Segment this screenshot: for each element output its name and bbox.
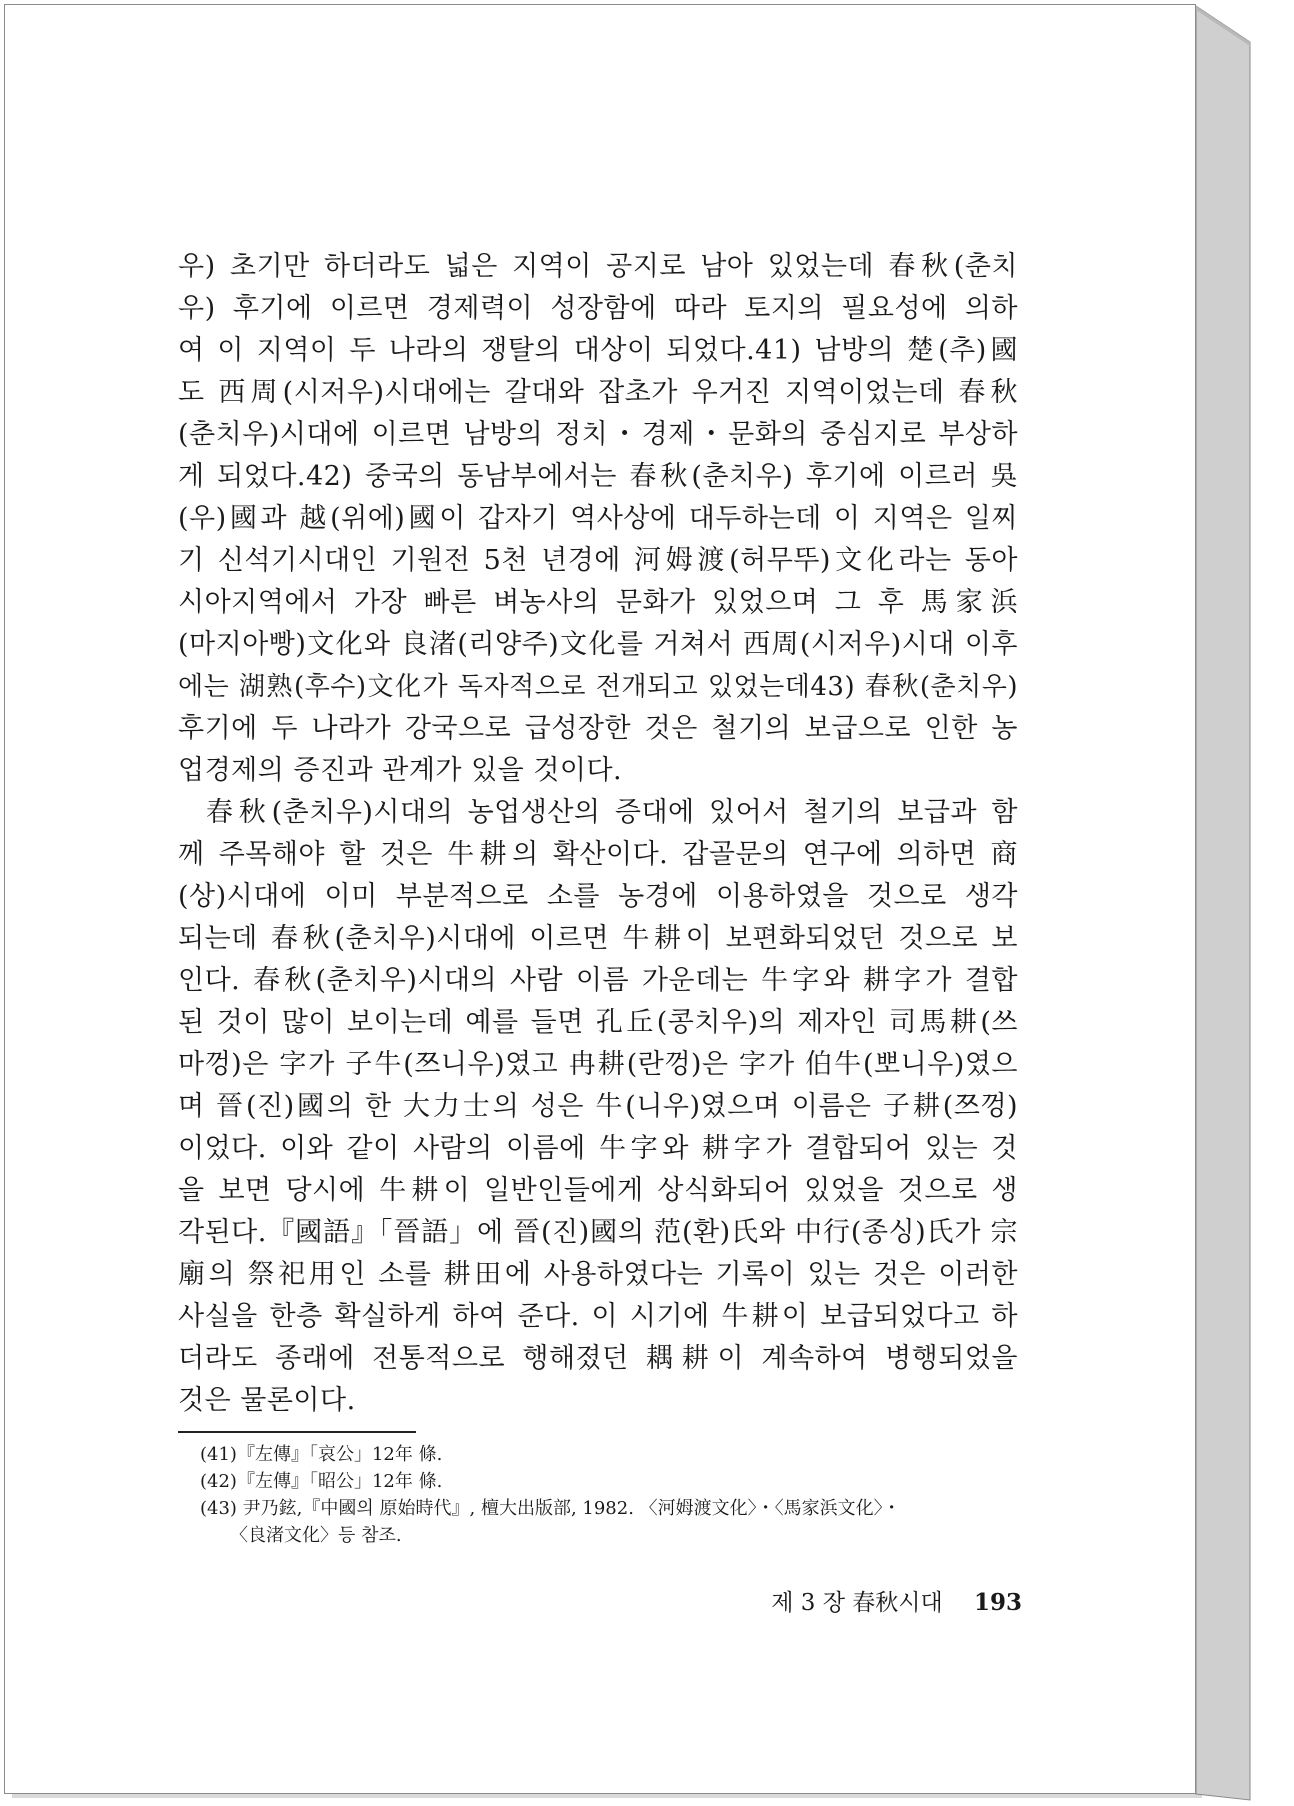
body-line: 더라도 종래에 전통적으로 행해졌던 耦耕이 계속하여 병행되었을 <box>178 1343 1018 1374</box>
body-line: (상)시대에 이미 부분적으로 소를 농경에 이용하였을 것으로 생각 <box>178 881 1018 912</box>
body-line: 이었다. 이와 같이 사람의 이름에 牛字와 耕字가 결합되어 있는 것 <box>178 1133 1018 1164</box>
footnotes <box>200 1441 1020 1549</box>
running-footer <box>740 1584 1022 1617</box>
footnote-43: (43) 尹乃鉉,『中國의 原始時代』, 檀大出版部, 1982. 〈河姆渡文化〉・〈馬家浜文化〉・ <box>200 1498 901 1519</box>
body-line: 되는데 春秋(춘치우)시대에 이르면 牛耕이 보편화되었던 것으로 보 <box>178 923 1018 954</box>
body-line: (마지아빵)文化와 良渚(리양주)文化를 거쳐서 西周(시저우)시대 이후 <box>178 629 1018 660</box>
body-line: 후기에 두 나라가 강국으로 급성장한 것은 철기의 보급으로 인한 농 <box>178 713 1018 744</box>
footnote-divider <box>178 1431 416 1433</box>
body-line: 에는 湖熟(후수)文化가 독자적으로 전개되고 있었는데43) 春秋(춘치우) <box>178 672 1018 702</box>
body-line: (우)國과 越(위에)國이 갑자기 역사상에 대두하는데 이 지역은 일찌 <box>178 503 1018 534</box>
body-line: 게 되었다.42) 중국의 동남부에서는 春秋(춘치우) 후기에 이르러 吳 <box>178 461 1018 492</box>
body-line: 업경제의 증진과 관계가 있을 것이다. <box>178 755 623 786</box>
body-line: 시아지역에서 가장 빠른 벼농사의 문화가 있었으며 그 후 馬家浜 <box>178 587 1018 618</box>
body-line: 여 이 지역이 두 나라의 쟁탈의 대상이 되었다.41) 남방의 楚(추)國 <box>178 335 1018 366</box>
body-line: 각된다.『國語』「晉語」에 晉(진)國의 范(환)氏와 中行(종싱)氏가 宗 <box>178 1217 1018 1248</box>
body-line: 을 보면 당시에 牛耕이 일반인들에게 상식화되어 있었을 것으로 생 <box>178 1175 1018 1206</box>
body-line: 우) 후기에 이르면 경제력이 성장함에 따라 토지의 필요성에 의하 <box>178 293 1018 324</box>
body-line: 께 주목해야 할 것은 牛耕의 확산이다. 갑골문의 연구에 의하면 商 <box>178 839 1018 870</box>
footnote-43-continued: 〈良渚文化〉등 참조. <box>230 1525 402 1546</box>
body-line: 기 신석기시대인 기원전 5천 년경에 河姆渡(허무뚜)文化라는 동아 <box>178 545 1018 576</box>
body-line: 마껑)은 字가 子牛(쯔니우)였고 冉耕(란껑)은 字가 伯牛(뽀니우)였으 <box>178 1049 1018 1080</box>
body-line: (춘치우)시대에 이르면 남방의 정치・경제・문화의 중심지로 부상하 <box>178 419 1018 450</box>
body-line: 도 西周(시저우)시대에는 갈대와 잡초가 우거진 지역이었는데 春秋 <box>178 377 1018 408</box>
body-line: 된 것이 많이 보이는데 예를 들면 孔丘(콩치우)의 제자인 司馬耕(쓰 <box>178 1007 1018 1038</box>
body-line: 것은 물론이다. <box>178 1385 356 1416</box>
body-line: 사실을 한층 확실하게 하여 준다. 이 시기에 牛耕이 보급되었다고 하 <box>178 1301 1018 1332</box>
chapter-title: 제 3 장 春秋시대 <box>771 1590 943 1616</box>
body-line: 우) 초기만 하더라도 넓은 지역이 공지로 남아 있었는데 春秋(춘치 <box>178 251 1018 282</box>
footnote-41: (41)『左傳』「哀公」12年 條. <box>200 1444 443 1465</box>
body-text <box>178 246 1018 1422</box>
body-line: 며 晉(진)國의 한 大力士의 성은 牛(니우)였으며 이름은 子耕(쯔껑) <box>178 1091 1018 1122</box>
paragraph-start: 春秋(춘치우)시대의 농업생산의 증대에 있어서 철기의 보급과 함 <box>206 797 1018 828</box>
spine-face <box>1196 6 1250 1800</box>
footnote-42: (42)『左傳』「昭公」12年 條. <box>200 1471 443 1492</box>
body-line: 廟의 祭祀用인 소를 耕田에 사용하였다는 기록이 있는 것은 이러한 <box>178 1259 1018 1290</box>
body-line: 인다. 春秋(춘치우)시대의 사람 이름 가운데는 牛字와 耕字가 결합 <box>178 965 1018 996</box>
page-number: 193 <box>973 1589 1022 1616</box>
